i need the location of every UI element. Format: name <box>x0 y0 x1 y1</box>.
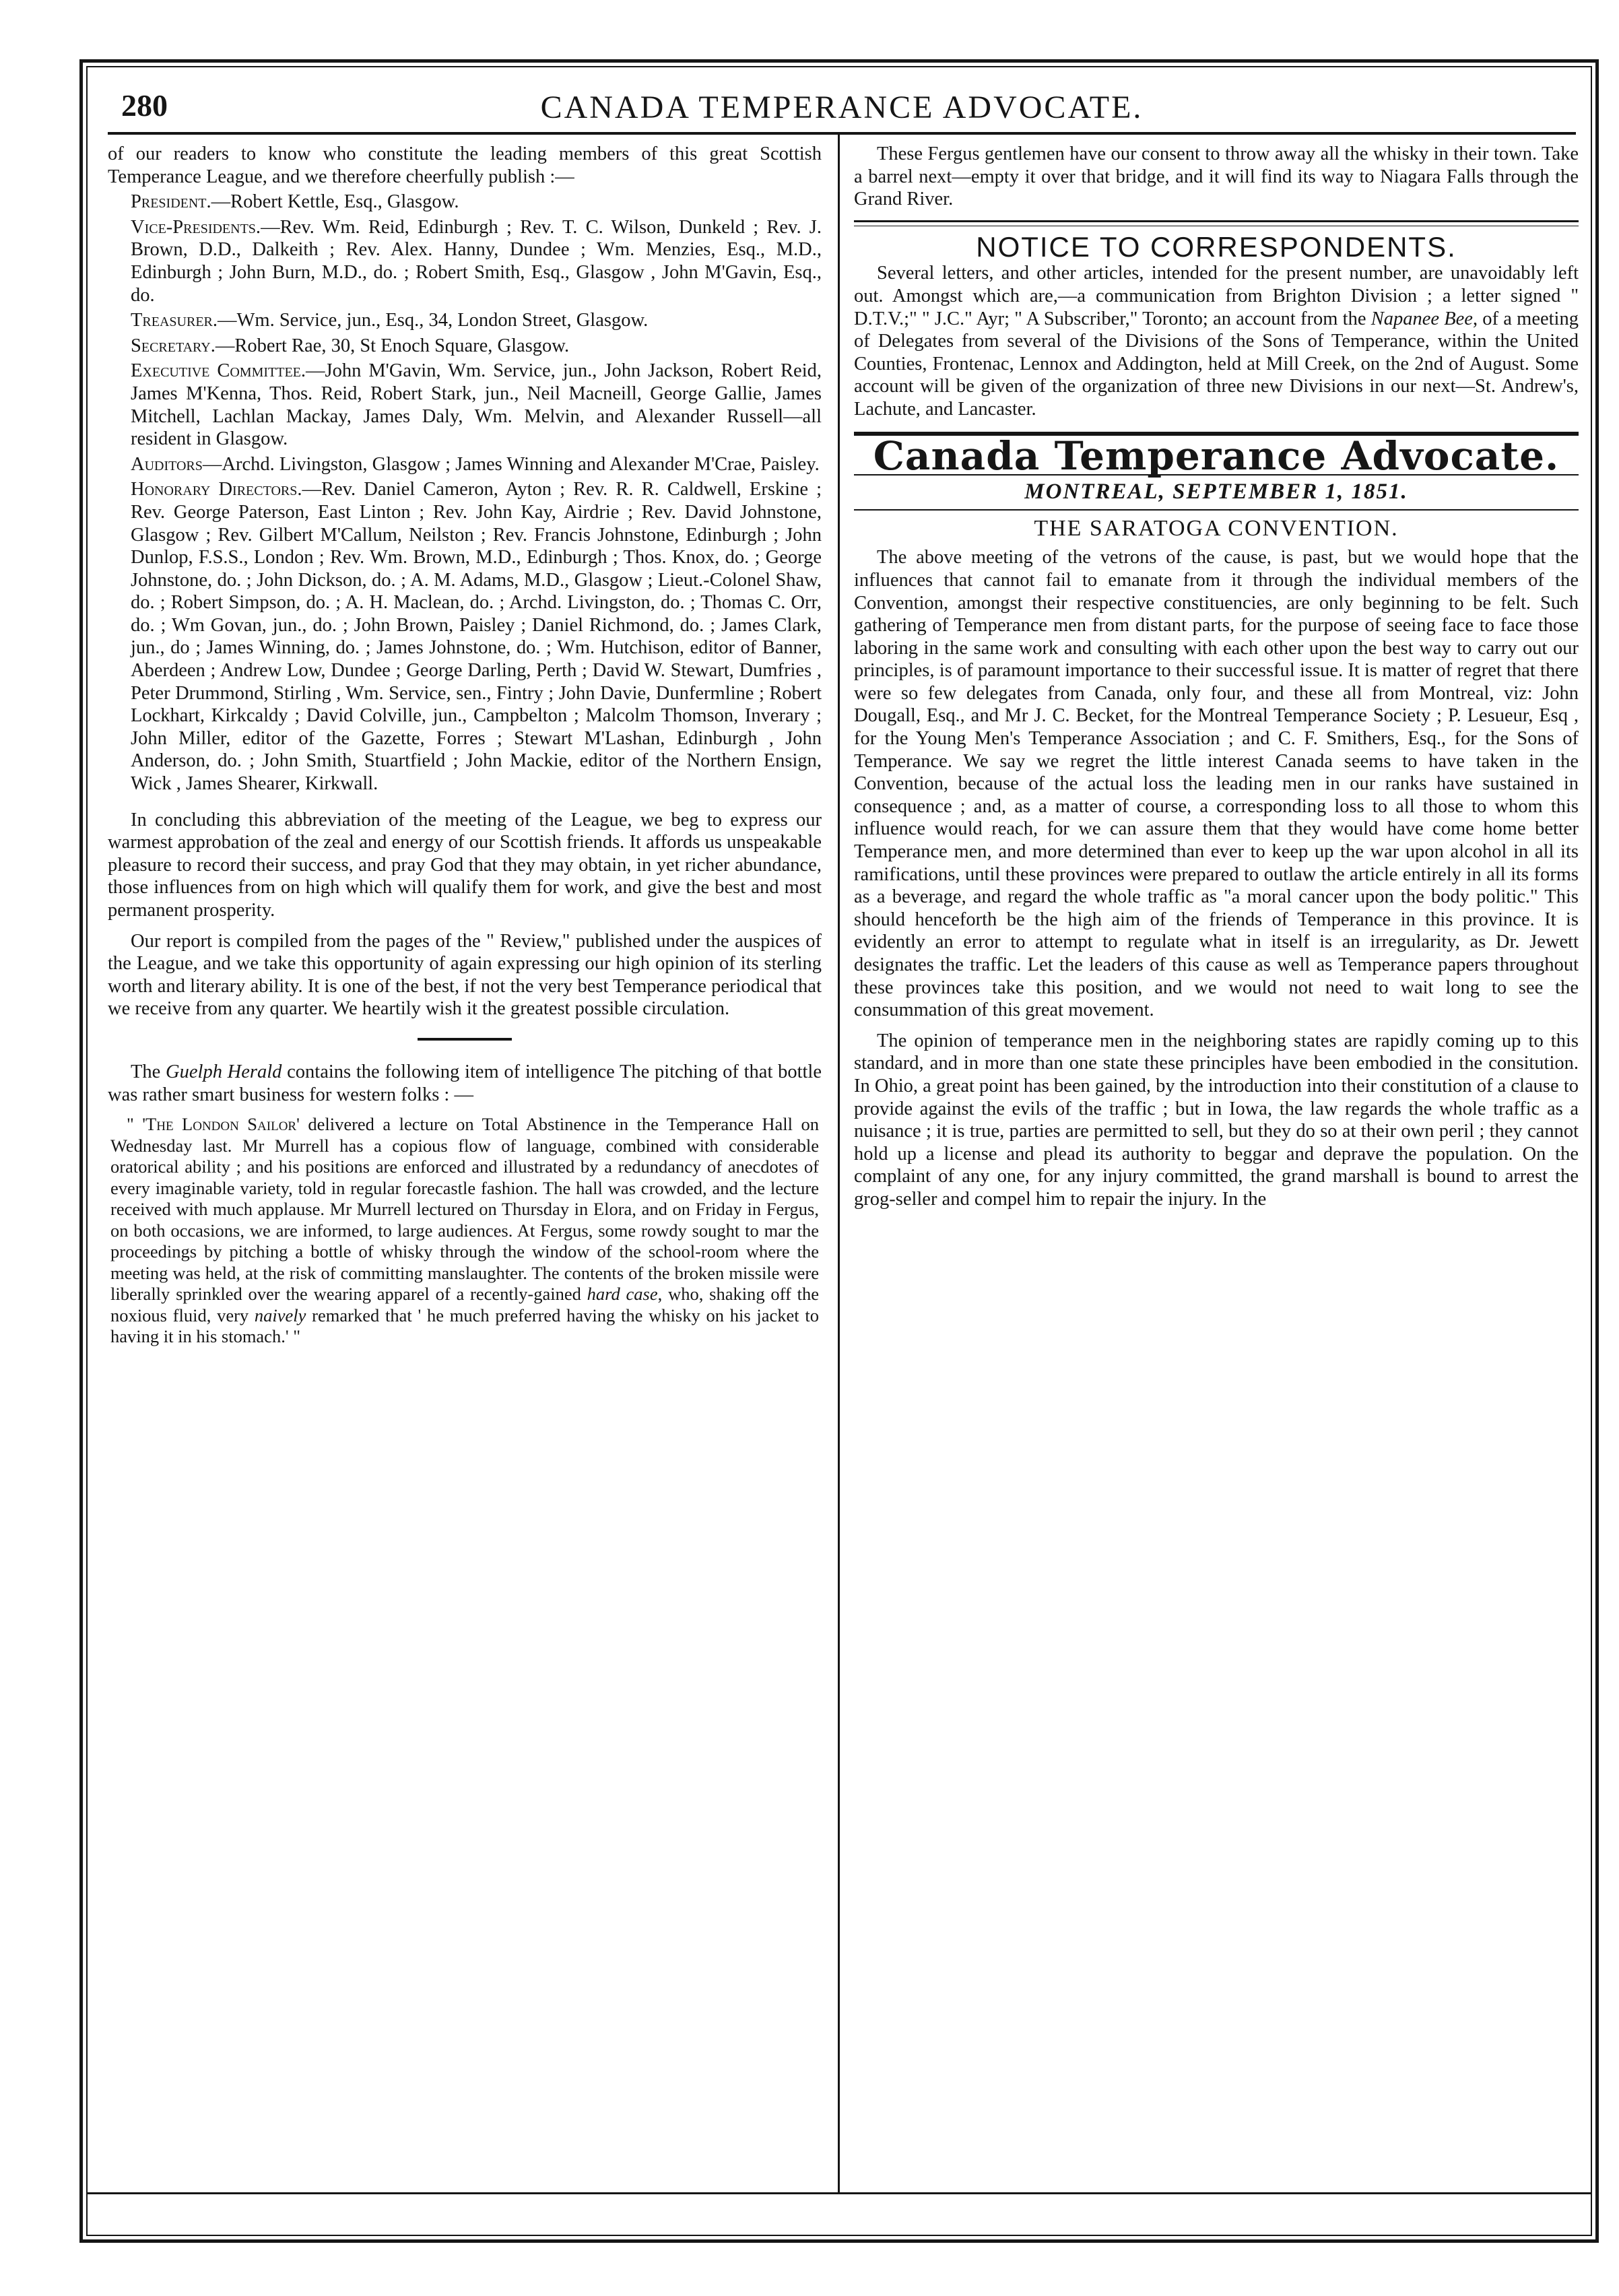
header-rule <box>108 132 1576 135</box>
guelph-intro <box>108 1061 822 1106</box>
intro-paragraph: of our readers to know who constitute the leading members of this great Scottish Temperance League, and we therefore cheerfully publish :— <box>108 143 822 187</box>
column-divider <box>838 135 840 2192</box>
quote-italic: hard case <box>587 1284 658 1305</box>
notice-paragraph <box>854 262 1579 420</box>
article-title: THE SARATOGA CONVENTION. <box>1034 515 1399 541</box>
page-header <box>101 79 1583 133</box>
notice-text: Several letters, and other articles, intended for the present number, are unavoidably left out. Amongst which are,—a communication from Brighton Division ; a letter signed " D.T.V.;" " J.C." Ayr; " A Subscriber," Toronto; an account from the <box>854 263 1579 329</box>
officer-entry <box>108 309 822 332</box>
quote-text: remarked that ' he much preferred having the whisky on his jacket to having it in his stomach.' " <box>110 1305 819 1347</box>
officer-label: Honorary Directors. <box>131 479 302 500</box>
article-paragraph: The above meeting of the vetrons of the cause, is past, but we would hope that the influences that cannot fail to emanate from it through the individual members of the Convention, amongst their respective constituencies, are only beginning to be felt. Such gathering of Temperance men from distant parts, for the purpose of seeing face to face those laboring in the same work and consulting with each other upon the best way to carry out our principles, is of paramount importance to their successful issue. It is matter of regret that there were so few delegates from Canada, only four, and these all from Montreal, viz: John Dougall, Esq., and Mr J. C. Becket, for the Montreal Temperance Society ; P. Lesueur, Esq , for the Young Men's Temperance Association ; and C. F. Smithers, Esq., for the Sons of Temperance. We say we regret the little interest Canada seems to have taken in the Convention, because of the actual loss the leading men in our ranks have sustained in consequence ; and, as a matter of course, a corresponding loss to all those to whom this influence would reach, for we can assure them that they would have come home better Temperance men, and more determined than ever to keep up the war upon alcohol in all its ramifications, until these provinces were prepared to outlaw the article entirely in all its forms as a beverage, and regard the whole traffic as "a moral cancer upon the body politic." This should henceforth be the high aim of the friends of Temperance in this province. It is evidently an error to attempt to regulate what in itself is an irregularity, as Dr. Jewett designates the traffic. Let the leaders of this cause as well as Temperance papers throughout these provinces take this position, and we would not need to wait long to see the consummation of this great movement. <box>854 547 1579 1021</box>
section-rule <box>418 1038 512 1041</box>
fergus-paragraph: These Fergus gentlemen have our consent to throw away all the whisky in their town. Take a barrel next—empty it over that bridge, and it will find its way to Niagara Falls through the Grand River. <box>854 143 1579 210</box>
officer-label: Treasurer. <box>131 310 218 331</box>
guelph-intro-text: The <box>131 1061 166 1082</box>
right-column <box>854 143 1579 2204</box>
masthead: Canada Temperance Advocate. <box>873 432 1560 479</box>
dateline: MONTREAL, SEPTEMBER 1, 1851. <box>1024 480 1408 504</box>
concluding-paragraph: In concluding this abbreviation of the meeting of the League, we beg to express our warmest approbation of the zeal and energy of our Scottish friends. It affords us unspeakable pleasure to record their success, and pray God that they may obtain, in yet richer abundance, those influences from on high which will qualify them for work, and give the best and most permanent prosperity. <box>108 809 822 921</box>
report-paragraph: Our report is compiled from the pages of the " Review," published under the auspices of the League, and we take this opportunity of again expressing our high opinion of its sterling worth and literary ability. It is one of the best, if not the very best Temperance periodical that we receive from any quarter. We heartily wish it the greatest possible circulation. <box>108 930 822 1020</box>
guelph-intro-text: contains the following item of intelligence The pitching of that bottle was rather smart business for western folks : — <box>108 1061 822 1105</box>
officer-entry <box>108 453 822 476</box>
officer-names: —Robert Kettle, Esq., Glasgow. <box>211 191 459 213</box>
officer-names: —Rev. Daniel Cameron, Ayton ; Rev. R. R. Caldwell, Erskine ; Rev. George Paterson, East Linton ; Rev. John Kay, Airdrie ; Rev. David Johnstone, Glasgow ; Rev. Gilbert M'Callum, Neilston ; Rev. Francis Johnstone, Edinburgh ; John Dunlop, F.S.S., London ; Rev. Wm. Brown, M.D., Edinburgh ; Thos. Knox, do. ; George Johnstone, do. ; John Dickson, do. ; A. M. Adams, M.D., Glasgow ; Lieut.-Colonel Shaw, do. ; Robert Simpson, do. ; A. H. Maclean, do. ; Archd. Livingston, do. ; Thomas C. Orr, do. ; Wm Govan, jun., do. ; John Brown, Paisley ; Daniel Richmond, do. ; James Clark, jun., do ; James Winning, do. ; James Johnstone, do. ; Wm. Hutchison, editor of Banner, Aberdeen ; Andrew Low, Dundee ; George Darling, Perth ; David W. Stewart, Dumfries , Peter Drummond, Stirling , Wm. Service, sen., Fintry ; John Davie, Dunfermline ; Robert Lockhart, Kirkcaldy ; David Colville, jun., Campbelton ; Malcolm Thomson, Inverary ; John Miller, editor of the Gazette, Forres ; Stewart M'Lashan, Edinburgh , John Anderson, do. ; John Smith, Stuartfield ; John Mackie, editor of the Northern Ensign, Wick , James Shearer, Kirkwall. <box>131 479 822 795</box>
running-title: CANADA TEMPERANCE ADVOCATE. <box>540 90 1144 125</box>
officer-label: Auditors <box>131 453 203 475</box>
officer-entry <box>108 191 822 214</box>
officer-names: —Robert Rae, 30, St Enoch Square, Glasgow. <box>215 335 570 356</box>
left-column <box>108 143 822 2204</box>
article-paragraph: The opinion of temperance men in the neighboring states are rapidly coming up to this standard, and in more than one state these principles have been embodied in the consitution. In Ohio, a great point has been gained, by the introduction into their constitution of a clause to provide against the evils of the traffic ; but in Iowa, the law regards the whole traffic as a nuisance ; it is true, parties are permitted to sell, but they do so at their own peril ; they cannot hold up a license and plead its authority to beggar and deprave the population. On the complaint of any one, for any injury committed, the grand marshall is bound to arrest the grog-seller and compel him to repair the injury. In the <box>854 1030 1579 1210</box>
officers-list <box>108 191 822 795</box>
quote-italic: naively <box>254 1305 306 1325</box>
officer-entry <box>108 360 822 450</box>
officer-names: —Archd. Livingston, Glasgow ; James Winning and Alexander M'Crae, Paisley. <box>202 453 820 475</box>
page-number: 280 <box>121 88 168 123</box>
officer-label: Secretary. <box>131 335 216 356</box>
officer-label: Vice-Presidents. <box>131 216 261 238</box>
quote-lead: " 'The London Sailor' <box>127 1114 300 1135</box>
guelph-quote <box>108 1114 822 1348</box>
quote-text: , who, shaking off the noxious fluid, very <box>110 1284 820 1325</box>
officer-entry <box>108 216 822 306</box>
officer-names: —Wm. Service, jun., Esq., 34, London Street, Glasgow. <box>218 310 649 331</box>
officer-label: Executive Committee. <box>131 360 306 382</box>
dateline-rule <box>854 509 1579 511</box>
quote-text: delivered a lecture on Total Abstinence in the Temperance Hall on Wednesday last. Mr Murrell has a copious flow of language, combined with considerable oratorical ability ; and his positions are enforced and illustrated by a redundancy of anecdotes of every imaginable variety, told in regular forecastle fashion. The hall was crowded, and the lecture received with much applause. Mr Murrell lectured on Thursday in Elora, and on Friday in Fergus, on both occasions, we are informed, to large audiences. At Fergus, some rowdy sought to mar the proceedings by pitching a bottle of whisky through the window of the school-room where the meeting was held, at the risk of committing manslaughter. The contents of the broken missile were liberally sprinkled over the wearing apparel of a recently-gained <box>110 1114 820 1305</box>
officer-label: President. <box>131 191 211 213</box>
notice-paper-name: Napanee Bee <box>1370 308 1473 329</box>
double-rule <box>854 220 1579 226</box>
officer-names: —Rev. Wm. Reid, Edinburgh ; Rev. T. C. Wilson, Dunkeld ; Rev. J. Brown, D.D., Dalkeith ; Rev. Alex. Hanny, Dundee ; Wm. Menzies, Esq., M.D., Edinburgh ; John Burn, M.D., do. ; Robert Smith, Esq., Glasgow , John M'Gavin, Esq., do. <box>131 216 822 306</box>
officer-entry <box>108 478 822 795</box>
officer-names: —John M'Gavin, Wm. Service, jun., John Jackson, Robert Reid, James M'Kenna, Thos. Reid, Robert Stark, jun., Neil Macneill, George Gallie, James Mitchell, Lachlan Mackay, James Daly, Wm. Melvin, and Alexander Russell—all resident in Glasgow. <box>131 360 822 450</box>
quote-paragraph <box>110 1114 819 1348</box>
officer-entry <box>108 335 822 358</box>
notice-heading: NOTICE TO CORRESPONDENTS. <box>976 230 1457 263</box>
guelph-paper-name: Guelph Herald <box>166 1061 282 1082</box>
notice-text: , of a meeting of Delegates from several of the Divisions of the Sons of Temperance, within the United Counties, Frontenac, Lennox and Addington, held at Mill Creek, on the 2nd of August. Some account will be given of the organization of three new Divisions in our next—St. Andrew's, Lachute, and Lancaster. <box>854 308 1579 420</box>
footer-rule <box>88 2192 1591 2194</box>
